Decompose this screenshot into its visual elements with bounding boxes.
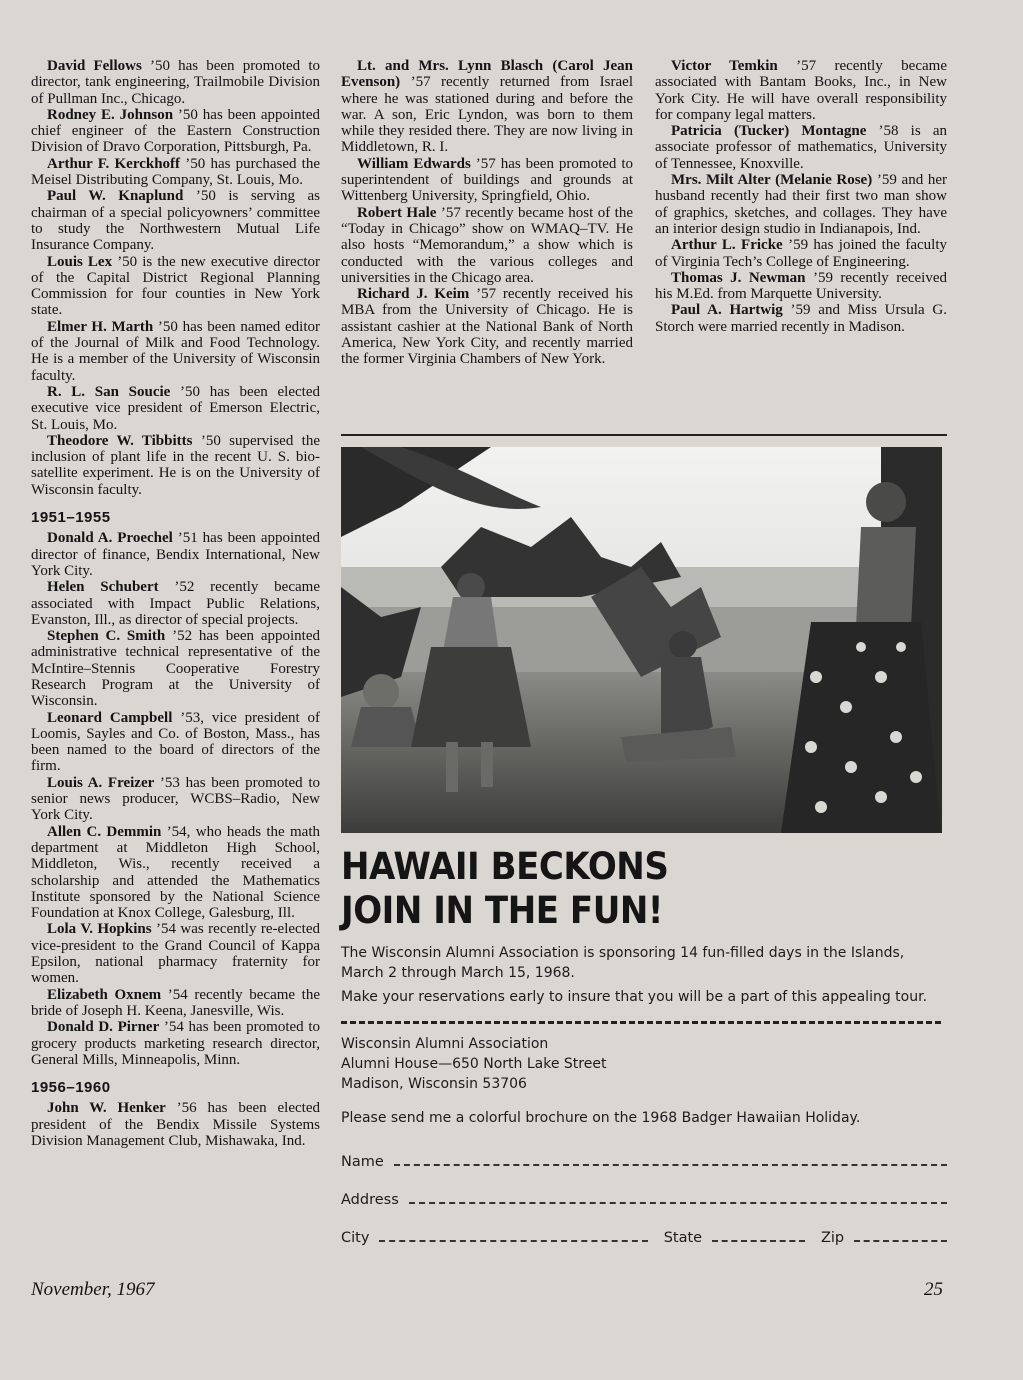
alumni-note bbox=[31, 1019, 320, 1068]
alumni-note-text: ’54 recently became the bride of Joseph H. Keena, Janesville, Wis. bbox=[31, 986, 321, 1019]
alumni-note-text: ’50 has been appointed chief engineer of the Eastern Construction Division of Dravo Corporation, Pittsburgh, Pa. bbox=[31, 106, 320, 156]
alumni-note bbox=[31, 188, 320, 253]
headline-line-1: HAWAII BECKONS bbox=[341, 845, 669, 888]
alumni-name: Donald A. Proechel bbox=[47, 530, 173, 547]
alumni-note-text: ’50 has purchased the Meisel Distributing Company, St. Louis, Mo. bbox=[31, 155, 321, 189]
issue-date: November, 1967 bbox=[31, 1279, 155, 1300]
alumni-note-text: ’53 has been promoted to senior news producer, WCBS–Radio, New York City. bbox=[31, 774, 320, 824]
alumni-note-text: ’54, who heads the math department at Middleton High School, Middleton, Wis., recently received a scholarship and attended the Mathematics Institute sponsored by the National Science Foundation at Knox College, Galesburg, Ill. bbox=[31, 823, 320, 922]
name-field[interactable] bbox=[341, 1154, 947, 1170]
alumni-note bbox=[31, 107, 320, 156]
city-label: City bbox=[341, 1230, 370, 1246]
alumni-note bbox=[655, 172, 947, 237]
address-label: Address bbox=[341, 1192, 399, 1208]
hawaii-tour-ad bbox=[341, 845, 947, 1246]
state-label: State bbox=[663, 1230, 703, 1246]
alumni-note bbox=[31, 579, 320, 628]
alumni-note-text: ’50 supervised the inclusion of plant life in the recent U. S. bio-satellite experiment. He is on the University of Wisconsin faculty. bbox=[31, 432, 320, 498]
alumni-note-text: ’50 has been named editor of the Journal of Milk and Food Technology. He is a member of the University of Wisconsin faculty. bbox=[31, 318, 320, 384]
alumni-name: Elmer H. Marth bbox=[47, 318, 154, 335]
alumni-name: Louis A. Freizer bbox=[47, 774, 155, 791]
alumni-note-text: ’50 is serving as chairman of a special policyowners’ committee to study the Northwestern Mutual Life Insurance Company. bbox=[31, 188, 320, 254]
alumni-note bbox=[31, 1100, 320, 1149]
alumni-name: Allen C. Demmin bbox=[47, 823, 162, 840]
alumni-note-text: ’59 and Miss Ursula G. Storch were married recently in Madison. bbox=[655, 302, 948, 335]
name-label: Name bbox=[341, 1154, 384, 1170]
coupon-cut-line bbox=[341, 1021, 941, 1024]
state-line[interactable] bbox=[712, 1240, 805, 1242]
address-line-3: Madison, Wisconsin 53706 bbox=[341, 1076, 527, 1092]
alumni-name: Louis Lex bbox=[47, 253, 113, 270]
alumni-note-text: ’57 recently received his MBA from the University of Chicago. He is assistant cashier at the National Bank of North America, New York City, and recently married the former Virginia Chambers of New York. bbox=[341, 286, 633, 368]
address-line[interactable] bbox=[409, 1202, 947, 1204]
alumni-note-text: ’57 recently became host of the “Today in Chicago” show on WMAQ–TV. He also hosts “Memorandum,” a show which is conducted with the various colleges and universities in the Chicago area. bbox=[341, 204, 633, 286]
alumni-note bbox=[341, 286, 633, 367]
alumni-note bbox=[31, 384, 320, 433]
alumni-name: David Fellows bbox=[47, 58, 142, 74]
page-number: 25 bbox=[924, 1279, 943, 1300]
alumni-note bbox=[31, 319, 320, 384]
alumni-note bbox=[31, 921, 320, 986]
address-line-2: Alumni House—650 North Lake Street bbox=[341, 1056, 607, 1072]
notes-1951-1955 bbox=[31, 530, 320, 1068]
section-divider bbox=[341, 434, 947, 436]
section-heading-1956-1960: 1956–1960 bbox=[31, 1079, 111, 1097]
city-state-zip-field[interactable] bbox=[341, 1230, 947, 1246]
alumni-name: Elizabeth Oxnem bbox=[47, 986, 162, 1003]
alumni-note-text: ’54 was recently re-elected vice-president to the Grand Council of Kappa Epsilon, national pharmacy fraternity for women. bbox=[31, 921, 321, 987]
alumni-note-text: ’52 recently became associated with Impact Public Relations, Evanston, Ill., as director of special projects. bbox=[31, 579, 320, 628]
notes-1950 bbox=[31, 58, 320, 498]
alumni-note-text: ’59 and her husband recently had their first two man show of graphics, sketches, and collages. They have an interior design studio in Indianapois, Ind. bbox=[655, 172, 947, 237]
alumni-note bbox=[31, 58, 320, 107]
alumni-note bbox=[31, 710, 320, 775]
section-heading-1951-1955: 1951–1955 bbox=[31, 509, 111, 527]
alumni-note bbox=[31, 824, 320, 922]
column-right bbox=[655, 58, 947, 335]
name-line[interactable] bbox=[394, 1164, 947, 1166]
alumni-name: Patricia (Tucker) Montagne bbox=[671, 123, 867, 140]
alumni-name: Arthur F. Kerckhoff bbox=[47, 155, 181, 172]
alumni-note-text: ’58 is an associate professor of mathematics, University of Tennessee, Knoxville. bbox=[655, 123, 947, 172]
brochure-request: Please send me a colorful brochure on the 1968 Badger Hawaiian Holiday. bbox=[341, 1110, 861, 1126]
column-middle bbox=[341, 58, 633, 368]
alumni-name: R. L. San Soucie bbox=[47, 383, 171, 400]
alumni-note-text: ’50 has been elected executive vice president of Emerson Electric, St. Louis, Mo. bbox=[31, 383, 320, 433]
ad-headline bbox=[341, 845, 899, 933]
alumni-note bbox=[341, 58, 633, 156]
notes-1957 bbox=[341, 58, 633, 368]
alumni-note bbox=[31, 254, 320, 319]
zip-label: Zip bbox=[820, 1230, 845, 1246]
alumni-name: Leonard Campbell bbox=[47, 709, 173, 726]
alumni-name: Helen Schubert bbox=[47, 579, 159, 596]
alumni-note-text: ’59 has joined the faculty of Virginia Tech’s College of Engineering. bbox=[655, 237, 947, 270]
alumni-name: Thomas J. Newman bbox=[671, 269, 806, 286]
address-line-1: Wisconsin Alumni Association bbox=[341, 1036, 549, 1052]
alumni-name: Lola V. Hopkins bbox=[47, 921, 152, 938]
column-left bbox=[31, 58, 320, 1149]
alumni-note bbox=[655, 270, 947, 303]
ad-body-1: The Wisconsin Alumni Association is sponsoring 14 fun-filled days in the Islands, March 2 through March 15, 1968. bbox=[341, 945, 905, 981]
city-line[interactable] bbox=[379, 1240, 647, 1242]
alumni-name: Robert Hale bbox=[357, 204, 437, 221]
alumni-note bbox=[31, 987, 320, 1020]
zip-line[interactable] bbox=[854, 1240, 947, 1242]
notes-1956-1960 bbox=[31, 1100, 320, 1149]
alumni-name: Paul A. Hartwig bbox=[671, 302, 783, 319]
alumni-note-text: ’50 has been promoted to director, tank engineering, Trailmobile Division of Pullman Inc., Chicago. bbox=[31, 58, 320, 107]
alumni-note bbox=[655, 123, 947, 172]
alumni-note bbox=[341, 156, 633, 205]
notes-1957-1959 bbox=[655, 58, 947, 335]
alumni-note bbox=[31, 433, 320, 498]
alumni-name: Richard J. Keim bbox=[357, 286, 470, 303]
alumni-name: Donald D. Pirner bbox=[47, 1019, 160, 1036]
ad-body-2: Make your reservations early to insure that you will be a part of this appealing tour. bbox=[341, 989, 928, 1005]
alumni-note-text: ’51 has been appointed director of finance, Bendix International, New York City. bbox=[31, 530, 320, 579]
alumni-note bbox=[341, 205, 633, 286]
alumni-note-text: ’57 has been promoted to superintendent of buildings and grounds at Wittenberg University, Springfield, Ohio. bbox=[341, 155, 633, 205]
alumni-note bbox=[31, 530, 320, 579]
address-field[interactable] bbox=[341, 1192, 947, 1208]
alumni-note-text: ’59 recently received his M.Ed. from Marquette University. bbox=[655, 269, 947, 303]
alumni-note bbox=[655, 302, 947, 335]
alumni-name: Arthur L. Fricke bbox=[671, 237, 783, 254]
alumni-name: Lt. and Mrs. Lynn Blasch (Carol Jean Evenson) bbox=[341, 58, 633, 91]
alumni-note bbox=[655, 58, 947, 123]
alumni-name: Mrs. Milt Alter (Melanie Rose) bbox=[671, 172, 873, 189]
alumni-name: Rodney E. Johnson bbox=[47, 106, 174, 123]
alumni-note-text: ’54 has been promoted to grocery products marketing research director, General Mills, Minneapolis, Minn. bbox=[31, 1019, 320, 1068]
alumni-name: Victor Temkin bbox=[671, 58, 778, 74]
alumni-note bbox=[31, 628, 320, 709]
alumni-note-text: ’56 has been elected president of the Bendix Missile Systems Division Management Club, Mishawaka, Ind. bbox=[31, 1100, 320, 1149]
alumni-name: John W. Henker bbox=[47, 1100, 166, 1117]
alumni-note bbox=[31, 775, 320, 824]
alumni-note-text: ’52 has been appointed administrative technical representative of the McIntire–Stennis Cooperative Forestry Research Program at the University of Wisconsin. bbox=[31, 628, 320, 710]
alumni-note bbox=[655, 237, 947, 270]
alumni-name: Theodore W. Tibbitts bbox=[47, 432, 193, 449]
alumni-note-text: ’57 recently returned from Israel where he was stationed during and before the war. A son, Eric Lyndon, was born to them while they resided there. They are now living in Middletown, R. I. bbox=[341, 74, 633, 156]
alumni-name: Stephen C. Smith bbox=[47, 628, 166, 645]
headline-line-2: JOIN IN THE FUN! bbox=[341, 889, 663, 932]
alumni-note-text: ’50 is the new executive director of the Capital District Regional Planning Commission for four counties in New York state. bbox=[31, 253, 321, 319]
alumni-name: William Edwards bbox=[357, 155, 471, 172]
alumni-note-text: ’53, vice president of Loomis, Sayles and Co. of Boston, Mass., has been named to the board of directors of the firm. bbox=[31, 709, 320, 775]
alumni-note-text: ’57 recently became associated with Bantam Books, Inc., in New York City. He will have overall responsibility for company legal matters. bbox=[655, 58, 947, 123]
hawaii-luau-photo bbox=[341, 447, 942, 833]
alumni-note bbox=[31, 156, 320, 189]
alumni-name: Paul W. Knaplund bbox=[47, 188, 184, 205]
